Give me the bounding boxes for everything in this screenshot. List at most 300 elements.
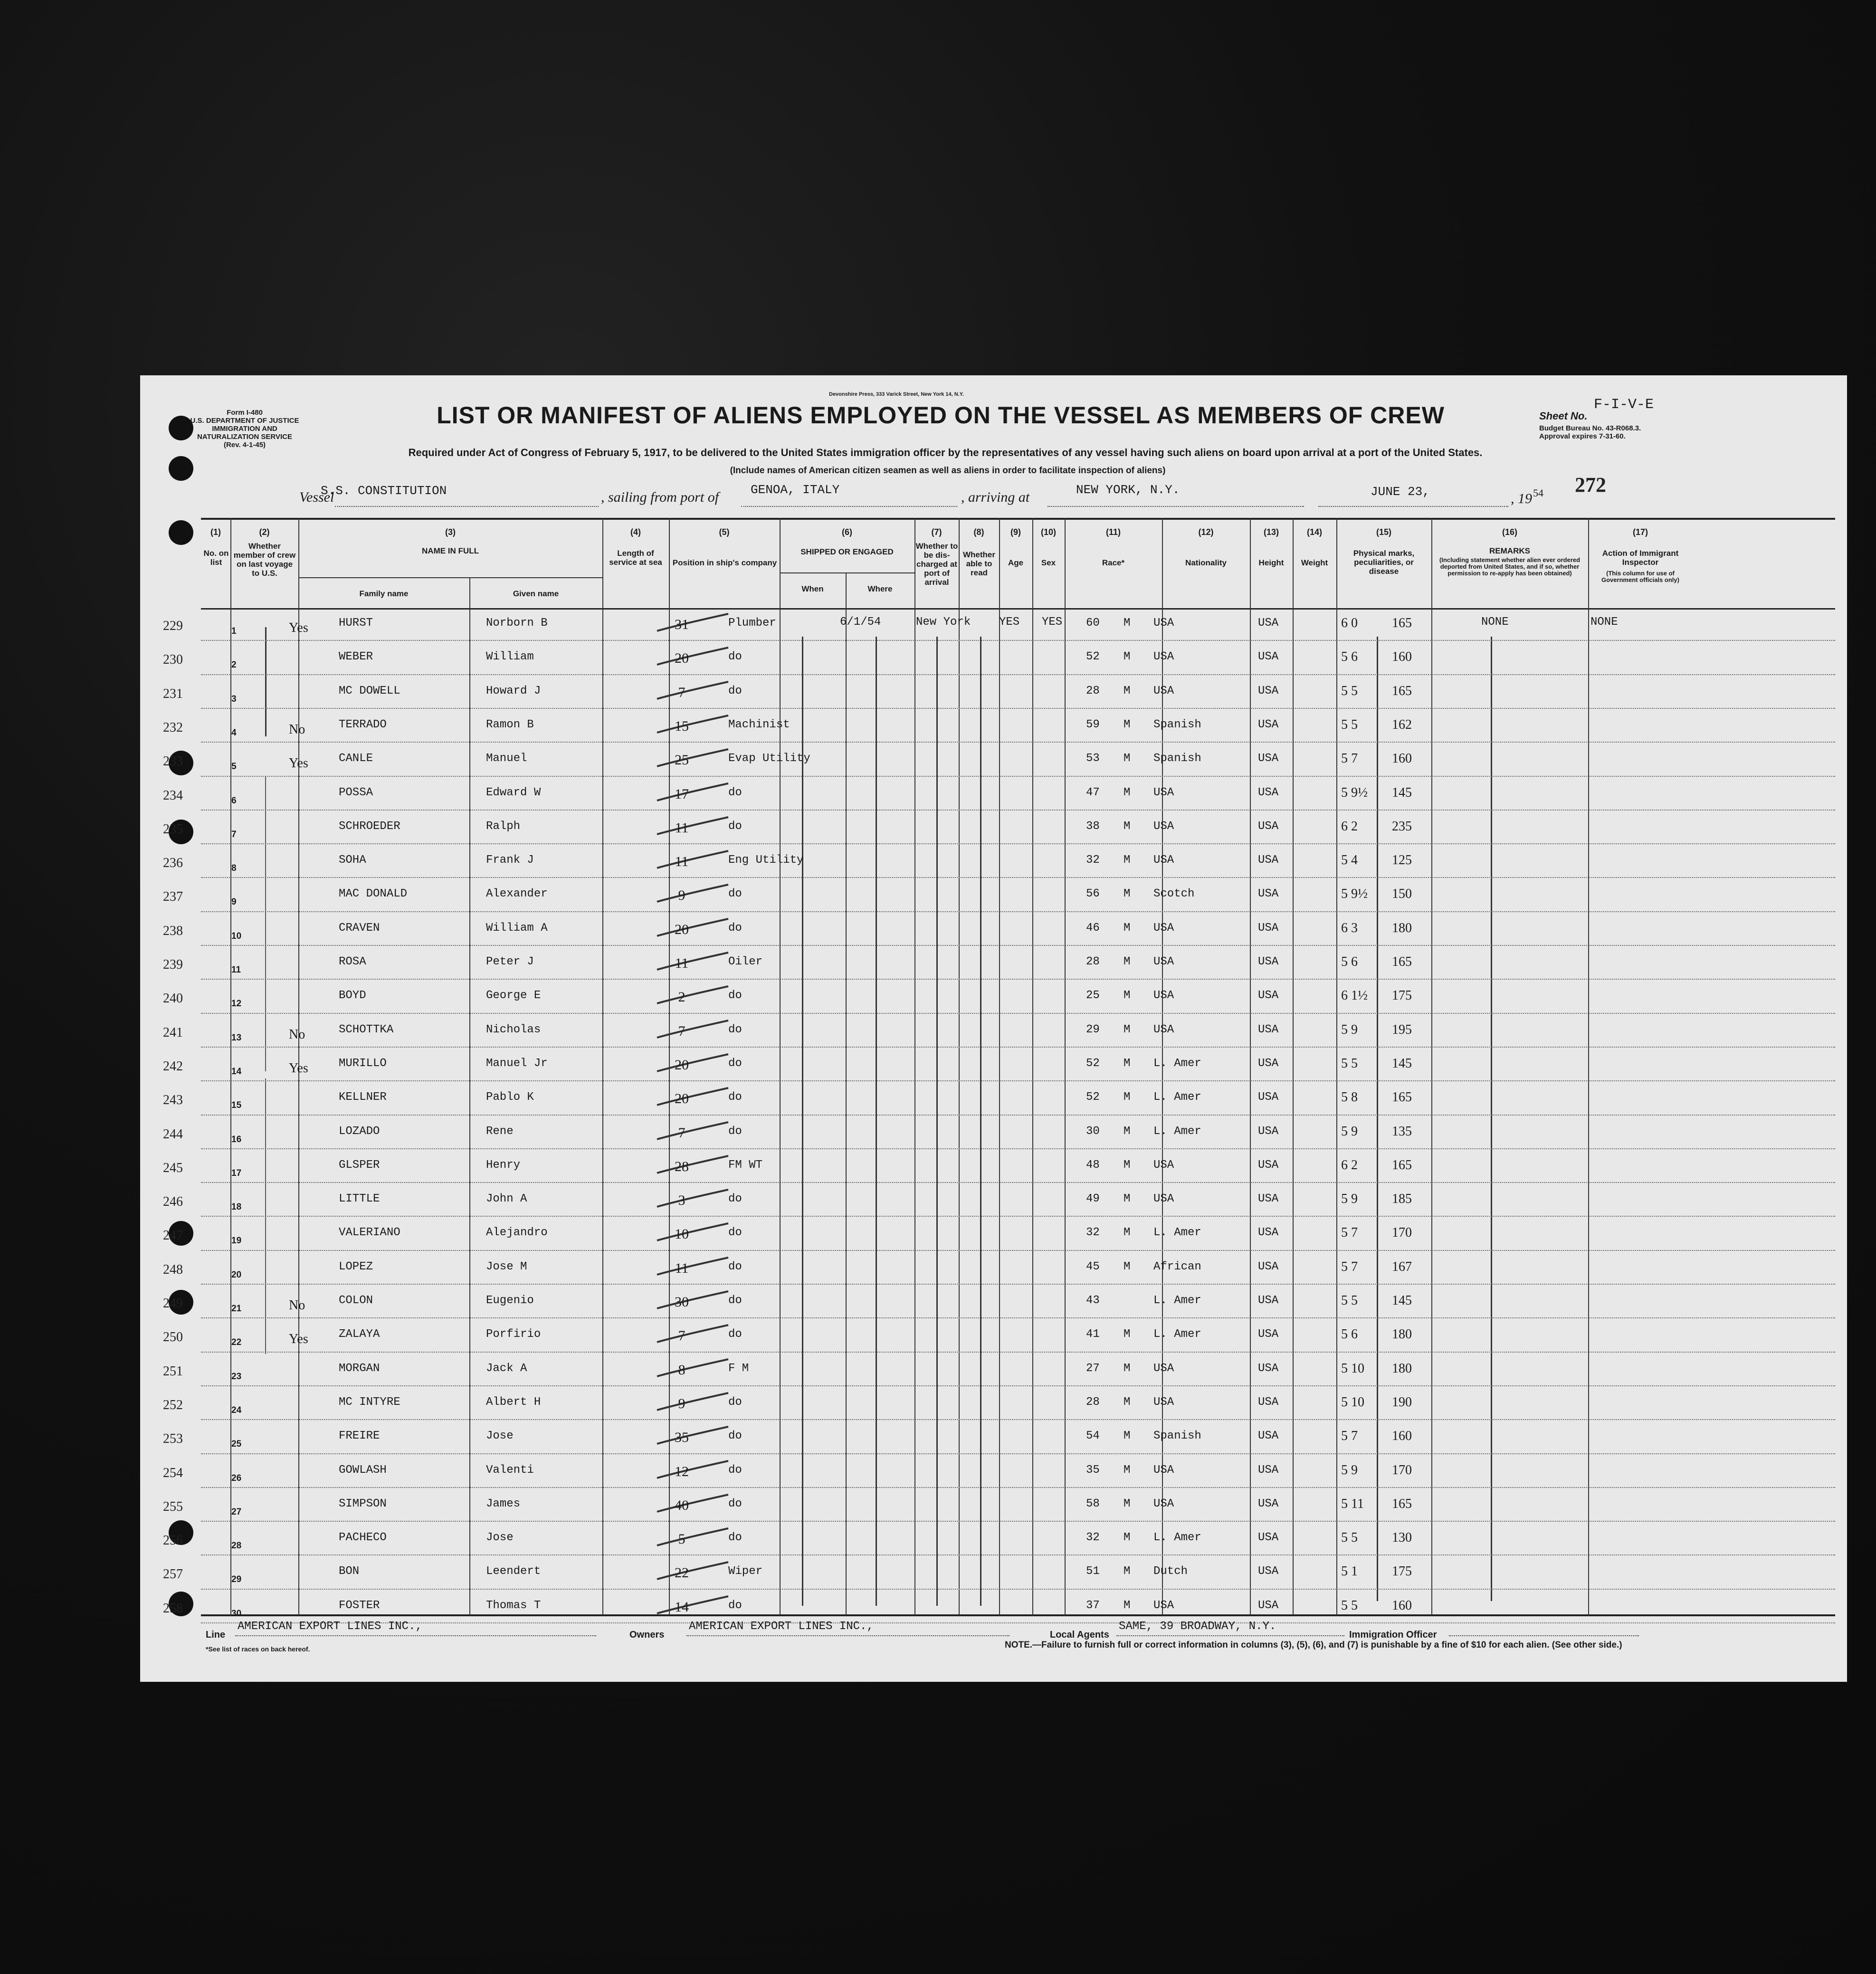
column-number-6: (6) (842, 527, 852, 537)
row-rule (201, 640, 1835, 641)
age: 52 (1086, 650, 1100, 664)
handwritten-list-number: 254 (163, 1465, 183, 1480)
age: 35 (1086, 1463, 1100, 1477)
weight: 180 (1392, 920, 1412, 935)
vessel-name: S.S. CONSTITUTION (321, 484, 447, 498)
column-number-12: (12) (1198, 527, 1214, 537)
length-of-service: 9 (678, 887, 686, 904)
length-of-service: 20 (675, 921, 689, 937)
row-number: 9 (231, 897, 237, 907)
height: 6 0 (1341, 616, 1358, 630)
length-of-service: 40 (675, 1497, 689, 1513)
weight: 165 (1392, 1090, 1412, 1105)
age: 32 (1086, 1531, 1100, 1545)
family-name: MAC DONALD (339, 887, 408, 901)
family-name: PACHECO (339, 1531, 387, 1545)
weight: 160 (1392, 1598, 1412, 1613)
race: Scotch (1153, 887, 1195, 901)
service-name: IMMIGRATION AND NATURALIZATION SERVICE (197, 425, 292, 441)
height: 5 1 (1341, 1564, 1358, 1579)
family-name: WEBER (339, 650, 373, 664)
age: 52 (1086, 1057, 1100, 1070)
length-of-service: 14 (675, 1599, 689, 1615)
sex: M (1124, 1091, 1131, 1104)
race: USA (1153, 1158, 1174, 1172)
table-row (163, 1354, 1835, 1387)
row-rule (201, 1487, 1835, 1488)
weight: 175 (1392, 1564, 1412, 1579)
height: 5 5 (1341, 683, 1358, 698)
table-row (163, 1421, 1835, 1455)
handwritten-list-number: 244 (163, 1126, 183, 1142)
position: do (728, 1091, 742, 1104)
age: 28 (1086, 1395, 1100, 1409)
position: do (728, 786, 742, 799)
length-of-service: 35 (675, 1430, 689, 1446)
position: do (728, 1260, 742, 1273)
column-number-15: (15) (1376, 527, 1391, 537)
header-weight: Weight (1301, 558, 1328, 567)
length-of-service: 22 (675, 1565, 689, 1581)
header-where: Where (867, 584, 893, 593)
height: 5 7 (1341, 1225, 1358, 1240)
height: 5 9 (1341, 1462, 1358, 1478)
table-row (163, 1556, 1835, 1590)
race: Spanish (1153, 718, 1201, 731)
race: USA (1153, 786, 1174, 799)
position: Oiler (728, 955, 763, 968)
given-name: Ramon B (486, 718, 534, 731)
nationality: USA (1258, 1125, 1279, 1138)
header-shipped-engaged: SHIPPED OR ENGAGED (800, 547, 894, 556)
height: 5 5 (1341, 717, 1358, 732)
sex: M (1124, 786, 1131, 799)
departure-port: GENOA, ITALY (751, 483, 840, 497)
given-name: Howard J (486, 684, 541, 697)
physical-marks: NONE (1481, 616, 1509, 629)
position: do (728, 650, 742, 664)
department-name: U.S. DEPARTMENT OF JUSTICE (190, 417, 299, 425)
weight: 180 (1392, 1327, 1412, 1342)
age: 32 (1086, 1226, 1100, 1240)
row-rule (201, 1419, 1835, 1420)
table-row (163, 879, 1835, 913)
race: L. Amer (1153, 1091, 1201, 1104)
position: do (728, 1023, 742, 1036)
race: L. Amer (1153, 1328, 1201, 1341)
line-value: AMERICAN EXPORT LINES INC., (238, 1620, 422, 1633)
table-row (163, 1049, 1835, 1082)
given-name: Jack A (486, 1362, 527, 1375)
member-last-voyage: Yes (289, 756, 308, 771)
row-rule (201, 810, 1835, 811)
height: 5 9 (1341, 1192, 1358, 1207)
position: Plumber (728, 617, 776, 629)
date-underline (1318, 506, 1508, 507)
nationality: USA (1258, 1158, 1279, 1172)
family-name: KELLNER (339, 1091, 387, 1104)
given-name: John A (486, 1192, 527, 1206)
punch-hole (169, 456, 193, 481)
age: 59 (1086, 718, 1100, 731)
family-name: MC INTYRE (339, 1395, 400, 1409)
table-row (163, 608, 1835, 642)
nationality: USA (1258, 1328, 1279, 1341)
nationality: USA (1258, 786, 1279, 799)
height: 5 9½ (1341, 887, 1368, 902)
race: Spanish (1153, 1430, 1201, 1443)
length-of-service: 20 (675, 650, 689, 667)
height: 5 4 (1341, 853, 1358, 868)
column-number-16: (16) (1502, 527, 1517, 537)
row-rule (201, 776, 1835, 777)
handwritten-list-number: 239 (163, 957, 183, 972)
length-of-service: 11 (675, 820, 689, 836)
row-rule (201, 1622, 1835, 1623)
budget-info (1539, 424, 1641, 440)
position: do (728, 921, 742, 935)
race: USA (1153, 820, 1174, 833)
penalty-note: NOTE.—Failure to furnish full or correct information in columns (3), (5), (6), and (7) is punishable by a fine of $10 for each alien. (See other side.) (1005, 1640, 1622, 1650)
nationality: USA (1258, 1294, 1279, 1307)
length-of-service: 25 (675, 752, 689, 768)
row-number: 4 (231, 727, 237, 738)
position: do (728, 1192, 742, 1206)
race: USA (1153, 1192, 1174, 1206)
weight: 165 (1392, 1496, 1412, 1511)
header-length-of-service: Length of service at sea (609, 549, 662, 567)
age: 45 (1086, 1260, 1100, 1273)
length-of-service: 5 (678, 1531, 686, 1547)
sex: M (1124, 1565, 1131, 1578)
nationality: USA (1258, 1497, 1279, 1510)
sex: M (1124, 1497, 1131, 1510)
height: 5 7 (1341, 1259, 1358, 1274)
race: USA (1153, 1362, 1174, 1375)
weight: 167 (1392, 1259, 1412, 1274)
race: USA (1153, 921, 1174, 935)
race: L. Amer (1153, 1531, 1201, 1545)
sex: M (1124, 1395, 1131, 1409)
race: African (1153, 1260, 1201, 1273)
table-row (163, 710, 1835, 744)
length-of-service: 3 (678, 1192, 686, 1209)
weight: 190 (1392, 1394, 1412, 1410)
year-value: 54 (1533, 487, 1543, 499)
nationality: USA (1258, 1362, 1279, 1375)
handwritten-list-number: 229 (163, 619, 183, 633)
family-name: COLON (339, 1294, 373, 1307)
position: do (728, 820, 742, 833)
handwritten-list-number: 245 (163, 1160, 183, 1175)
nationality: USA (1258, 1057, 1279, 1070)
handwritten-list-number: 249 (163, 1296, 183, 1311)
table-row (163, 1116, 1835, 1150)
include-note: (Include names of American citizen seamen as well as aliens in order to facilitate inspection of aliens) (730, 466, 1166, 476)
nationality: USA (1258, 854, 1279, 867)
nationality: USA (1258, 718, 1279, 731)
row-number: 1 (231, 626, 237, 636)
sex: M (1124, 1023, 1131, 1036)
column-number-7: (7) (931, 527, 942, 537)
family-name: MURILLO (339, 1057, 387, 1070)
header-race: Race* (1102, 558, 1125, 567)
family-name: SOHA (339, 854, 366, 867)
weight: 165 (1392, 683, 1412, 698)
nationality: USA (1258, 1226, 1279, 1240)
nationality: USA (1258, 1192, 1279, 1206)
height: 6 2 (1341, 819, 1358, 834)
handwritten-list-number: 232 (163, 720, 183, 735)
column-number-10: (10) (1040, 527, 1056, 537)
handwritten-list-number: 256 (163, 1533, 183, 1548)
sheet-no-value: F-I-V-E (1594, 397, 1654, 413)
sex: M (1124, 887, 1131, 901)
header-family-name: Family name (359, 589, 409, 598)
handwritten-list-number: 235 (163, 821, 183, 837)
given-name: Norborn B (486, 617, 548, 629)
age: 32 (1086, 854, 1100, 867)
row-rule (201, 1385, 1835, 1386)
shipped-when: 6/1/54 (840, 616, 881, 629)
table-row (163, 1523, 1835, 1556)
sex: M (1124, 752, 1131, 765)
row-number: 14 (231, 1066, 242, 1077)
height: 5 6 (1341, 1327, 1358, 1342)
race: USA (1153, 684, 1174, 697)
family-name: VALERIANO (339, 1226, 400, 1240)
nationality: USA (1258, 1565, 1279, 1578)
age: 53 (1086, 752, 1100, 765)
age: 49 (1086, 1192, 1100, 1206)
row-number: 27 (231, 1507, 242, 1517)
race: USA (1153, 650, 1174, 664)
row-rule (201, 1250, 1835, 1251)
row-number: 28 (231, 1541, 242, 1551)
family-name: HURST (339, 617, 373, 629)
family-name: BON (339, 1565, 360, 1578)
nationality: USA (1258, 684, 1279, 697)
height: 6 2 (1341, 1157, 1358, 1173)
age: 54 (1086, 1430, 1100, 1443)
table-row (163, 1286, 1835, 1319)
given-name: William A (486, 921, 548, 935)
header-remarks: REMARKS (1489, 546, 1530, 555)
age: 28 (1086, 684, 1100, 697)
given-name: Rene (486, 1125, 514, 1138)
length-of-service: 7 (678, 1328, 686, 1344)
header-name-in-full: NAME IN FULL (422, 546, 479, 555)
sex: M (1124, 1599, 1131, 1612)
family-name: SCHOTTKA (339, 1023, 394, 1036)
age: 41 (1086, 1328, 1100, 1341)
statute-note: Required under Act of Congress of February 5, 1917, to be delivered to the United States immigration officer by the representatives of any vessel having such aliens on board upon arrival at a port of the United States. (408, 447, 1483, 458)
row-number: 29 (231, 1574, 242, 1585)
length-of-service: 20 (675, 1091, 689, 1107)
agents-value: SAME, 39 BROADWAY, N.Y. (1119, 1620, 1276, 1633)
position: do (728, 1497, 742, 1510)
handwritten-list-number: 237 (163, 889, 183, 905)
handwritten-list-number: 258 (163, 1601, 183, 1616)
given-name: Alexander (486, 887, 548, 901)
height: 5 10 (1341, 1361, 1364, 1376)
column-number-9: (9) (1010, 527, 1021, 537)
page-title: LIST OR MANIFEST OF ALIENS EMPLOYED ON THE VESSEL AS MEMBERS OF CREW (437, 402, 1445, 429)
family-name: ZALAYA (339, 1328, 380, 1341)
handwritten-list-number: 248 (163, 1262, 183, 1277)
member-last-voyage: No (289, 1298, 305, 1313)
revision-date: (Rev. 4-1-45) (223, 441, 266, 449)
length-of-service: 30 (675, 1294, 689, 1310)
position: do (728, 887, 742, 901)
row-number: 25 (231, 1439, 242, 1450)
handwritten-list-number: 240 (163, 991, 183, 1006)
given-name: Henry (486, 1158, 521, 1172)
height: 5 11 (1341, 1496, 1364, 1511)
family-name: BOYD (339, 989, 366, 1002)
row-rule (201, 1521, 1835, 1522)
row-rule (201, 1148, 1835, 1149)
weight: 145 (1392, 1293, 1412, 1308)
length-of-service: 9 (678, 1395, 686, 1411)
agents-label: Local Agents (1050, 1630, 1109, 1640)
age: 56 (1086, 887, 1100, 901)
given-name: Albert H (486, 1395, 541, 1409)
row-rule (201, 911, 1835, 912)
column-number-8: (8) (973, 527, 984, 537)
height: 5 6 (1341, 649, 1358, 665)
length-of-service: 15 (675, 718, 689, 734)
shipped-subheader-rule (780, 572, 914, 573)
race: USA (1153, 1463, 1174, 1477)
table-row (163, 1387, 1835, 1421)
row-number: 30 (231, 1608, 242, 1619)
row-rule (201, 1453, 1835, 1454)
given-name: Leendert (486, 1565, 541, 1578)
row-rule (201, 1589, 1835, 1590)
height: 5 5 (1341, 1293, 1358, 1308)
sex: M (1124, 1158, 1131, 1172)
table-row (163, 1218, 1835, 1251)
row-rule (201, 1352, 1835, 1353)
family-name: ROSA (339, 955, 366, 968)
position: do (728, 1430, 742, 1443)
arriving-label: , arriving at (961, 489, 1030, 505)
position: do (728, 1328, 742, 1341)
immigration-officer-label: Immigration Officer (1349, 1630, 1437, 1640)
length-of-service: 20 (675, 1057, 689, 1073)
sex: M (1124, 718, 1131, 731)
row-number: 2 (231, 660, 237, 670)
height: 5 10 (1341, 1394, 1364, 1410)
row-number: 21 (231, 1304, 242, 1314)
height: 5 9 (1341, 1124, 1358, 1139)
crew-rows (163, 608, 1835, 1619)
row-rule (201, 1115, 1835, 1116)
column-number-1: (1) (210, 527, 221, 537)
table-row (163, 1150, 1835, 1184)
approval-expiry: Approval expires 7-31-60. (1539, 432, 1626, 440)
weight: 145 (1392, 1056, 1412, 1071)
handwritten-list-number: 255 (163, 1499, 183, 1514)
race: USA (1153, 989, 1174, 1002)
row-rule (201, 1317, 1835, 1318)
handwritten-list-number: 257 (163, 1567, 183, 1582)
family-name: GLSPER (339, 1158, 380, 1172)
handwritten-list-number: 234 (163, 788, 183, 803)
age: 46 (1086, 921, 1100, 935)
nationality: USA (1258, 1023, 1279, 1036)
nationality: USA (1258, 1430, 1279, 1443)
manifest-sheet (140, 375, 1847, 1682)
form-number: Form I-480 (227, 409, 263, 417)
nationality: USA (1258, 1395, 1279, 1409)
weight: 162 (1392, 717, 1412, 732)
table-row (163, 947, 1835, 981)
given-name: Peter J (486, 955, 534, 968)
budget-number: Budget Bureau No. 43-R068.3. (1539, 424, 1641, 432)
row-number: 7 (231, 829, 237, 839)
weight: 150 (1392, 887, 1412, 902)
line-label: Line (206, 1630, 226, 1640)
race: USA (1153, 1023, 1174, 1036)
row-number: 17 (231, 1168, 242, 1178)
header-physical-marks: Physical marks, peculiarities, or disease (1353, 549, 1415, 576)
weight: 160 (1392, 649, 1412, 665)
row-rule (201, 877, 1835, 878)
table-row (163, 642, 1835, 676)
row-rule (201, 674, 1835, 675)
weight: 235 (1392, 819, 1412, 834)
header-height: Height (1258, 558, 1284, 567)
position: do (728, 989, 742, 1002)
height: 5 9 (1341, 1022, 1358, 1037)
family-name: LOZADO (339, 1125, 380, 1138)
given-name: George E (486, 989, 541, 1002)
age: 47 (1086, 786, 1100, 799)
row-rule (201, 742, 1835, 743)
table-row (163, 1319, 1835, 1353)
sex: M (1124, 650, 1131, 664)
weight: 130 (1392, 1530, 1412, 1545)
sex: M (1124, 955, 1131, 968)
age: 51 (1086, 1565, 1100, 1578)
weight: 175 (1392, 988, 1412, 1003)
given-name: Frank J (486, 854, 534, 867)
sex: M (1124, 854, 1131, 867)
height: 5 5 (1341, 1056, 1358, 1071)
to-be-discharged: YES (999, 616, 1020, 629)
family-name: SCHROEDER (339, 820, 400, 833)
table-row (163, 811, 1835, 845)
sex: M (1124, 820, 1131, 833)
shipped-where: New York (916, 616, 971, 629)
header-remarks-note: (Including statement whether alien ever ordered deported from United States, and if so, whether permission to re-apply has been obtained) (1439, 556, 1581, 577)
weight: 135 (1392, 1124, 1412, 1139)
arrival-port: NEW YORK, N.Y. (1076, 483, 1180, 497)
sex: M (1124, 617, 1131, 629)
handwritten-list-number: 233 (163, 754, 183, 769)
row-rule (201, 945, 1835, 946)
race: L. Amer (1153, 1057, 1201, 1070)
position: do (728, 1395, 742, 1409)
row-number: 23 (231, 1371, 242, 1382)
handwritten-list-number: 242 (163, 1059, 183, 1074)
given-name: Alejandro (486, 1226, 548, 1240)
column-number-14: (14) (1306, 527, 1322, 537)
row-number: 13 (231, 1032, 242, 1043)
nationality: USA (1258, 887, 1279, 901)
